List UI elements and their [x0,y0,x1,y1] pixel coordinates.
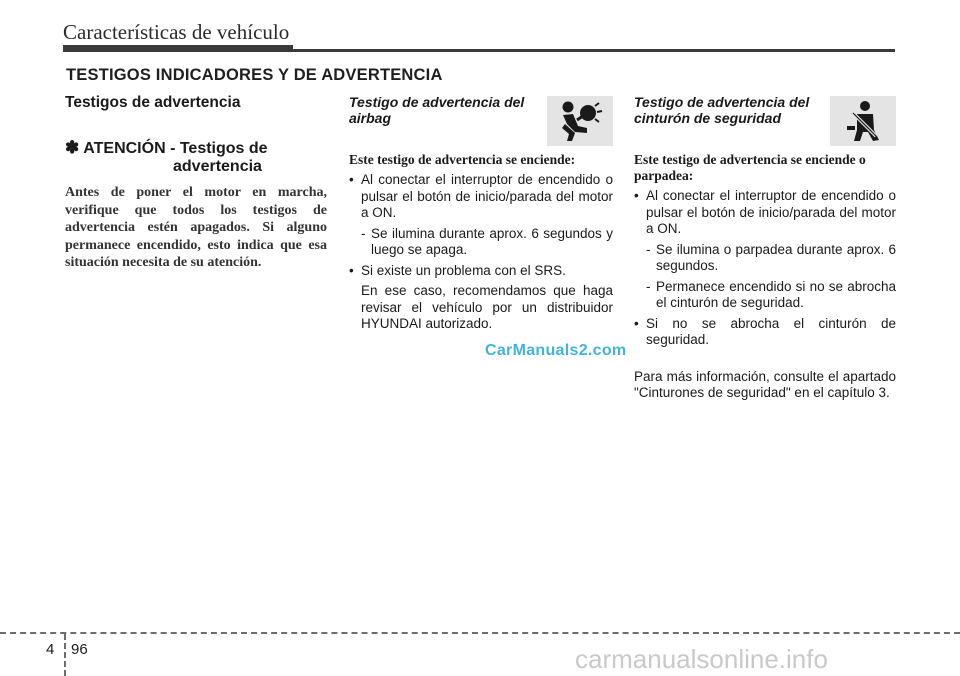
attention-heading [65,138,327,176]
subtitle-warning-lights: Testigos de advertencia [65,94,241,111]
airbag-heading-row [349,94,613,150]
seatbelt-lead: Este testigo de advertencia se enciende o parpadea: [634,152,866,183]
header-rule-thick [63,45,293,52]
seatbelt-warning-icon [830,96,896,146]
airbag-bullet-2-continuation: En ese caso, recomendamos que haga revisar el vehículo por un distribuidor HYUNDAI autorizado. [361,283,613,331]
seatbelt-more-info: Para más información, consulte el apartado "Cinturones de seguridad" en el capítulo 3. [634,368,896,400]
seatbelt-heading-row [634,94,896,150]
column-seatbelt-warning [634,94,896,402]
attention-line1: ATENCIÓN - Testigos de [83,140,268,157]
header-rule-thin [293,49,895,52]
chapter-number: 4 [46,641,55,658]
page-number: 96 [71,641,88,658]
seatbelt-dash-1: - Se ilumina o parpadea durante aprox. 6 segundos. [634,242,896,275]
airbag-title: Testigo de advertencia del airbag [349,94,525,126]
attention-star-icon: ✽ [65,138,80,157]
attention-line2: advertencia [173,158,262,175]
seatbelt-bullet-2: • Si no se abrocha el cinturón de seguridad. [634,316,896,349]
section-title: TESTIGOS INDICADORES Y DE ADVERTENCIA [66,66,443,84]
airbag-warning-icon [547,96,613,146]
airbag-lead: Este testigo de advertencia se enciende: [349,152,576,167]
carmanuals-watermark: CarManuals2.com [485,342,627,359]
seatbelt-bullet-1: • Al conectar el interruptor de encendido o pulsar el botón de inicio/parada del motor a ON. [634,188,896,238]
footer-dashed-line [0,632,960,634]
airbag-bullet-2: • Si existe un problema con el SRS. [349,263,613,280]
site-watermark: carmanualsonline.info [575,644,828,674]
running-title: Características de vehículo [63,20,290,44]
footer-dashed-divider [64,634,66,676]
column-airbag-warning [349,94,613,333]
seatbelt-title: Testigo de advertencia del cinturón de seguridad [634,94,810,126]
airbag-bullet-1: • Al conectar el interruptor de encendido o pulsar el botón de inicio/parada del motor a ON. [349,172,613,222]
seatbelt-dash-2: - Permanece encendido si no se abrocha el cinturón de seguridad. [634,279,896,312]
column-general-warning [65,94,327,272]
airbag-dash-1: - Se ilumina durante aprox. 6 segundos y luego se apaga. [349,226,613,259]
attention-body: Antes de poner el motor en marcha, verifique que todos los testigos de advertencia estén apagados. Si alguno permanece encendido, esto indica que esa situación necesita de su atención. [65,185,327,270]
